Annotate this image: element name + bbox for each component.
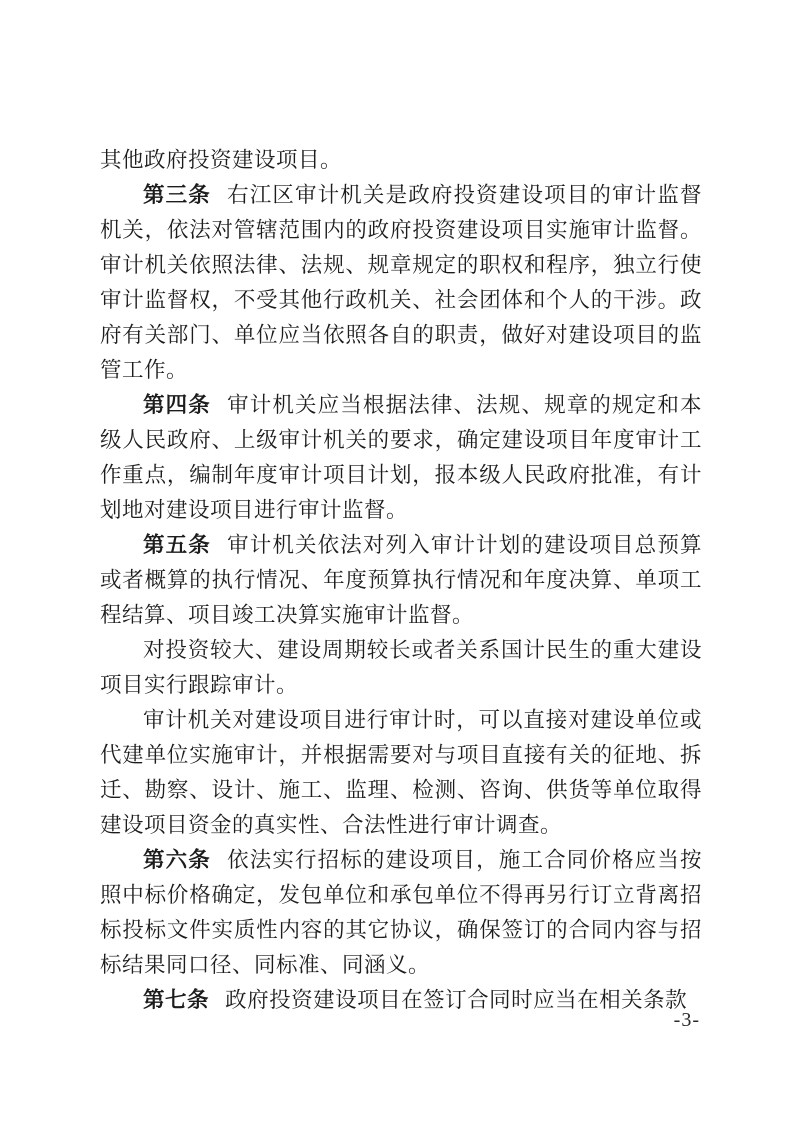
article-number-label: 第四条 bbox=[143, 393, 211, 417]
body-paragraph bbox=[100, 703, 702, 843]
article-paragraph bbox=[100, 843, 702, 983]
article-number-label: 第六条 bbox=[143, 848, 211, 872]
article-paragraph bbox=[100, 983, 702, 1018]
paragraph-text: 审计机关对建设项目进行审计时，可以直接对建设单位或代建单位实施审计，并根据需要对与项目直接有关的征地、拆迁、勘察、设计、施工、监理、检测、咨询、供货等单位取得建设项目资金的真实性、合法性进行审计调查。 bbox=[100, 708, 702, 837]
article-paragraph bbox=[100, 388, 702, 528]
paragraph-text: 右江区审计机关是政府投资建设项目的审计监督机关，依法对管辖范围内的政府投资建设项目实施审计监督。审计机关依照法律、法规、规章规定的职权和程序，独立行使审计监督权，不受其他行政机关、社会团体和个人的干涉。政府有关部门、单位应当依照各自的职责，做好对建设项目的监管工作。 bbox=[100, 183, 702, 382]
paragraph-text: 其他政府投资建设项目。 bbox=[100, 148, 343, 172]
body-paragraph bbox=[100, 633, 702, 703]
article-number-label: 第五条 bbox=[143, 533, 211, 557]
page-number: -3- bbox=[673, 1009, 700, 1031]
article-number-label: 第三条 bbox=[143, 183, 211, 207]
article-number-label: 第七条 bbox=[143, 988, 210, 1012]
paragraph-text: 审计机关依法对列入审计计划的建设项目总预算或者概算的执行情况、年度预算执行情况和年度决算、单项工程结算、项目竣工决算实施审计监督。 bbox=[100, 533, 702, 627]
paragraph-text: 对投资较大、建设周期较长或者关系国计民生的重大建设项目实行跟踪审计。 bbox=[100, 638, 702, 697]
article-paragraph bbox=[100, 178, 702, 388]
article-paragraph bbox=[100, 528, 702, 633]
body-paragraph bbox=[100, 143, 702, 178]
paragraph-text: 依法实行招标的建设项目，施工合同价格应当按照中标价格确定，发包单位和承包单位不得再另行订立背离招标投标文件实质性内容的其它协议，确保签订的合同内容与招标结果同口径、同标准、同涵义。 bbox=[100, 848, 702, 977]
paragraph-text: 审计机关应当根据法律、法规、规章的规定和本级人民政府、上级审计机关的要求，确定建设项目年度审计工作重点，编制年度审计项目计划，报本级人民政府批准，有计划地对建设项目进行审计监督。 bbox=[100, 393, 702, 522]
document-body bbox=[100, 143, 702, 1018]
paragraph-text: 政府投资建设项目在签订合同时应当在相关条款 bbox=[225, 988, 688, 1012]
